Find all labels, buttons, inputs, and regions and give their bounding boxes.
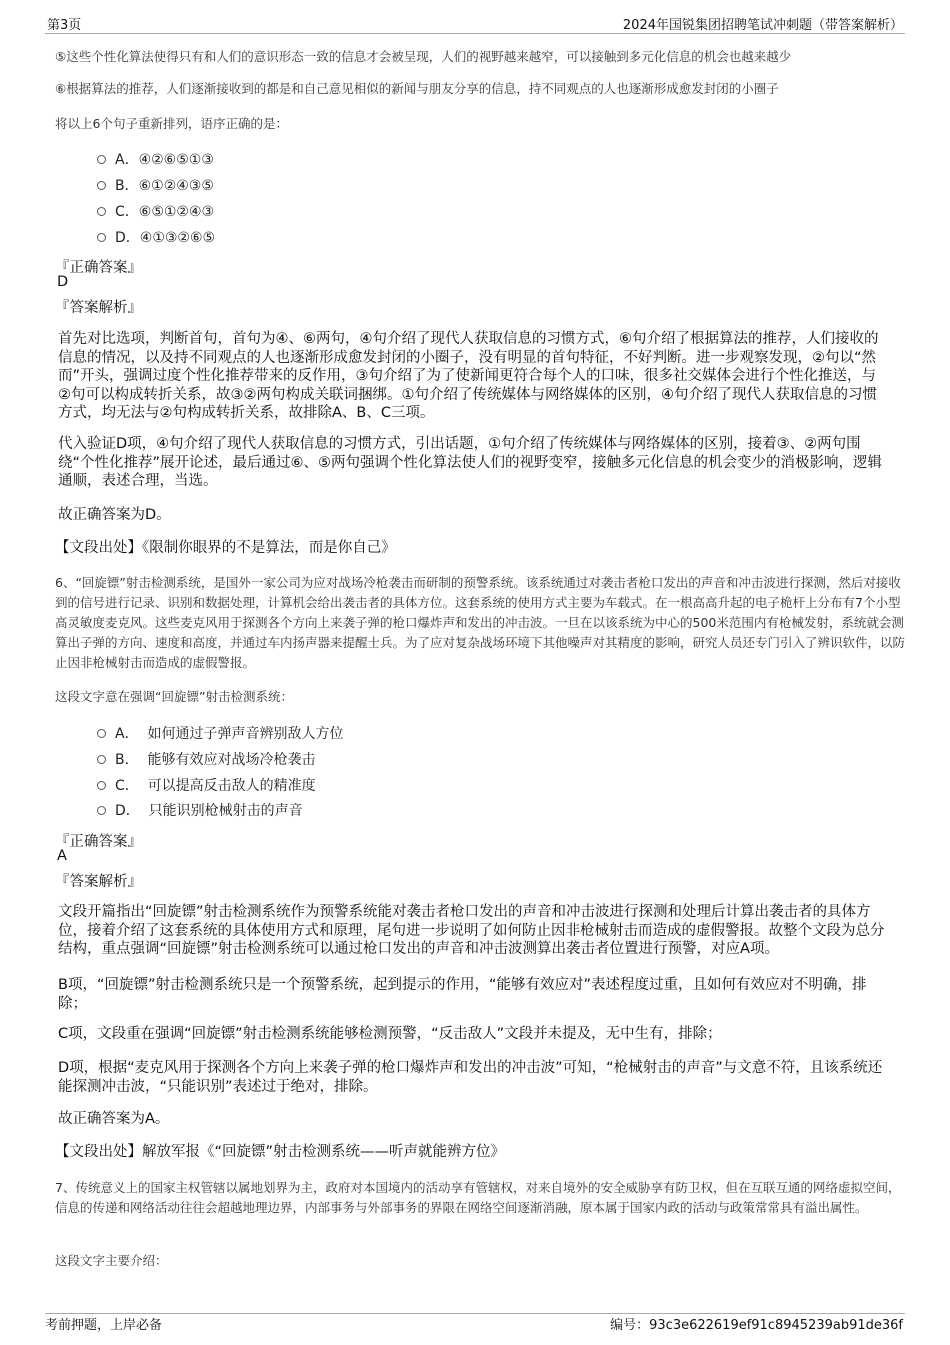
header-divider: [45, 33, 905, 34]
option-b[interactable]: [97, 749, 316, 769]
source-citation: 【文段出处】解放军报《“回旋镖”射击检测系统——听声就能辨方位》: [55, 1144, 506, 1160]
analysis-conclusion: 故正确答案为A。: [58, 1111, 170, 1127]
option-label: B．⑥①②④③⑤: [115, 178, 214, 194]
footer-slogan: 考前押题，上岸必备: [45, 1318, 163, 1333]
analysis-paragraph: 首先对比选项，判断首句，首句为④、⑥两句，④句介绍了现代人获取信息的习惯方式，⑥句介绍了根据算法的推荐，人们接收的信息的情况，以及持不同观点的人也逐渐形成愈发封闭的小圈子，没有明显的首句特征，不好判断。进一步观察发现，②句以“然而”开头，强调过度个性化推荐带来的反作用，③句介绍了为了使新闻更符合每个人的口味，很多社交媒体会进行个性化推送，与②句可以构成转折关系，故③②两句构成关联词捆绑。①句介绍了传统媒体与网络媒体的区别，④句介绍了现代人获取信息的习惯方式，均无法与②句构成转折关系，故排除A、B、C三项。: [58, 331, 879, 422]
option-label: C．⑥⑤①②④③: [115, 204, 215, 220]
analysis-paragraph: B项，“回旋镖”射击检测系统只是一个预警系统，起到提示的作用，“能够有效应对”表述程度过重，且如何有效应对不明确，排除；: [58, 977, 867, 1012]
option-d[interactable]: [97, 800, 303, 820]
analysis-label: 『答案解析』: [55, 300, 142, 316]
answer-label: 『正确答案』: [55, 260, 142, 276]
option-label: B． 能够有效应对战场冷枪袭击: [115, 752, 316, 768]
question-6-text: 6、“回旋镖”射击检测系统，是国外一家公司为应对战场冷枪袭击而研制的预警系统。该系统通过对袭击者枪口发出的声音和冲击波进行探测，然后对接收到的信号进行记录、识别和数据处理，计算机会给出袭击者的具体方位。这套系统的使用方式主要为车载式。在一根高高升起的电子桅杆上分布有7个小型高灵敏度麦克风。这些麦克风用于探测各个方向上来袭子弹的枪口爆炸声和发出的冲击波。一旦在以该系统为中心的500米范围内有枪械发射，系统就会测算出子弹的方向、速度和高度，并通过车内扬声器来提醒士兵。为了应对复杂战场环境下其他噪声对其精度的影响，研究人员还专门引入了辨识软件，以防止因非枪械射击而造成的虚假警报。: [55, 575, 906, 670]
page-number: 第3页: [47, 18, 82, 33]
answer-label: 『正确答案』: [55, 834, 142, 850]
option-label: A．④②⑥⑤①③: [115, 152, 214, 168]
analysis-paragraph: D项，根据“麦克风用于探测各个方向上来袭子弹的枪口爆炸声和发出的冲击波”可知，“枪械射击的声音”与文意不符，且该系统还能探测冲击波，“只能识别”表述过于绝对，排除。: [58, 1060, 883, 1095]
question-prompt: 将以上6个句子重新排列，语序正确的是：: [55, 116, 288, 131]
answer: A: [57, 848, 67, 864]
document-title: 2024年国锐集团招聘笔试冲刺题（带答案解析）: [622, 18, 903, 33]
radio-icon[interactable]: [97, 233, 106, 242]
radio-icon[interactable]: [97, 729, 106, 738]
radio-icon[interactable]: [97, 207, 106, 216]
answer: D: [57, 274, 69, 290]
option-label: C． 可以提高反击敌人的精准度: [115, 778, 316, 794]
radio-icon[interactable]: [97, 806, 106, 815]
radio-icon[interactable]: [97, 755, 106, 764]
option-b[interactable]: [97, 175, 214, 195]
analysis-conclusion: 故正确答案为D。: [58, 507, 171, 523]
option-c[interactable]: [97, 201, 214, 221]
option-label: D． 只能识别枪械射击的声音: [115, 803, 303, 819]
radio-icon[interactable]: [97, 781, 106, 790]
option-a[interactable]: [97, 723, 343, 743]
sentence-6: ⑥根据算法的推荐，人们逐渐接收到的都是和自己意见相似的新闻与朋友分享的信息，持不同观点的人也逐渐形成愈发封闭的小圈子: [55, 81, 779, 96]
option-a[interactable]: [97, 149, 214, 169]
analysis-label: 『答案解析』: [55, 874, 142, 890]
option-label: A． 如何通过子弹声音辨别敌人方位: [115, 726, 344, 742]
analysis-paragraph: C项，文段重在强调“回旋镖”射击检测系统能够检测预警，“反击敌人”文段并未提及，无中生有，排除；: [58, 1026, 722, 1042]
radio-icon[interactable]: [97, 155, 106, 164]
option-label: D．④①③②⑥⑤: [115, 230, 216, 246]
source-citation: 【文段出处】《限制你眼界的不是算法，而是你自己》: [55, 540, 396, 556]
option-c[interactable]: [97, 775, 316, 795]
sentence-5: ⑤这些个性化算法使得只有和人们的意识形态一致的信息才会被呈现，人们的视野越来越窄，可以接触到多元化信息的机会也越来越少: [55, 49, 792, 64]
analysis-paragraph: 文段开篇指出“回旋镖”射击检测系统作为预警系统能对袭击者枪口发出的声音和冲击波进行探测和处理后计算出袭击者的具体方位，接着介绍了这套系统的具体使用方式和原理，尾句进一步说明了如何防止因非枪械射击而造成的虚假警报。故整个文段为总分结构，重点强调“回旋镖”射击检测系统可以通过枪口发出的声音和冲击波测算出袭击者位置进行预警，对应A项。: [58, 904, 885, 958]
question-prompt: 这段文字主要介绍：: [55, 1253, 168, 1268]
radio-icon[interactable]: [97, 181, 106, 190]
document-id: 编号：93c3e622619ef91c8945239ab91de36f: [610, 1318, 903, 1333]
question-7-text: 7、传统意义上的国家主权管辖以属地划界为主，政府对本国境内的活动享有管辖权，对来自境外的安全威胁享有防卫权，但在互联互通的网络虚拟空间，信息的传递和网络活动往往会超越地理边界，内部事务与外部事务的界限在网络空间逐渐消融，原本属于国家内政的活动与政策常常具有溢出属性。: [55, 1180, 901, 1215]
analysis-paragraph: 代入验证D项，④句介绍了现代人获取信息的习惯方式，引出话题，①句介绍了传统媒体与网络媒体的区别，接着③、②两句围绕“个性化推荐”展开论述，最后通过⑥、⑤两句强调个性化算法使人们的视野变窄，接触多元化信息的机会变少的消极影响，逻辑通顺，表述合理，当选。: [58, 436, 883, 490]
question-prompt: 这段文字意在强调“回旋镖”射击检测系统：: [55, 689, 293, 704]
option-d[interactable]: [97, 227, 215, 247]
